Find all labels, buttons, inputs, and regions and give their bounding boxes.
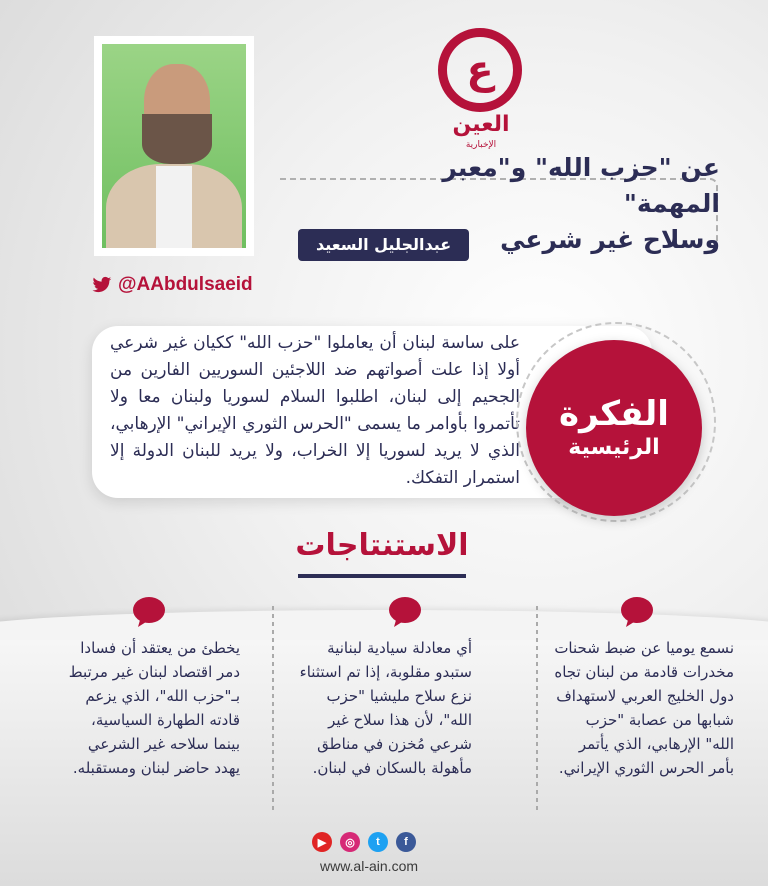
conclusions-underline <box>298 574 466 578</box>
logo-subtitle: الإخبارية <box>465 140 497 150</box>
conclusion-item-3: يخطئ من يعتقد أن فسادا دمر اقتصاد لبنان غير مرتبط بـ"حزب الله"، الذي يزعم قادته الطهارة السياسية، بينما سلاحه غير الشرعي يهدد حاضر لبنان ومستقبله. <box>68 639 240 777</box>
logo-glyph: ع <box>466 47 494 93</box>
instagram-icon[interactable]: ◎ <box>340 832 360 852</box>
al-ain-logo <box>438 28 522 112</box>
twitter-handle: @AAbdulsaeid <box>118 274 253 295</box>
twitter-link[interactable] <box>92 274 253 296</box>
speech-bubble-icon <box>132 596 166 628</box>
main-idea-text: على ساسة لبنان أن يعاملوا "حزب الله" ككيان غير شرعي أولا إذا علت أصواتهم ضد اللاجئين السوريين الفارين من الجحيم إلى لبنان، اطلبوا السلام لسوريا ولبنان معا ولا تأتمروا بأوامر ما يسمى "الحرس الثوري الإيراني" الإرهابي، الذي لا يريد لسوريا إلا الخراب، ولا يريد للبنان الدولة إلا استمرار التفكك. <box>110 333 520 488</box>
title-line-2: وسلاح غير شرعي <box>500 225 720 254</box>
speech-bubble-icon <box>620 596 654 628</box>
main-idea-label-2: الرئيسية <box>568 435 660 460</box>
title-line-1: عن "حزب الله" و"معبر المهمة" <box>442 153 720 218</box>
main-idea-label-1: الفكرة <box>559 394 669 434</box>
site-url[interactable]: www.al-ain.com <box>319 858 419 874</box>
twitter-icon <box>92 276 112 294</box>
conclusions-title: الاستنتاجات <box>295 528 469 563</box>
author-badge: عبدالجليل السعيد <box>298 229 469 261</box>
column-divider <box>536 606 538 812</box>
youtube-icon[interactable]: ▶ <box>312 832 332 852</box>
author-photo <box>94 36 254 256</box>
main-idea-badge <box>526 340 702 516</box>
social-icons <box>312 832 416 852</box>
facebook-icon[interactable]: f <box>396 832 416 852</box>
conclusion-item-1: نسمع يوميا عن ضبط شحنات مخدرات قادمة من لبنان تجاه دول الخليج العربي لاستهداف شبابها من عصابة "حزب الله" الإرهابي، الذي يأتمر بأمر الحرس الثوري الإيراني. <box>554 639 734 777</box>
conclusion-item-2: أي معادلة سيادية لبنانية ستبدو مقلوبة، إذا تم استثناء نزع سلاح مليشيا "حزب الله"، لأن هذا سلاح غير شرعي مُخزن في مناطق مأهولة بالسكان في لبنان. <box>299 639 472 777</box>
twitter-icon[interactable]: t <box>368 832 388 852</box>
logo-name: العين <box>452 112 510 137</box>
speech-bubble-icon <box>388 596 422 628</box>
column-divider <box>272 606 274 812</box>
